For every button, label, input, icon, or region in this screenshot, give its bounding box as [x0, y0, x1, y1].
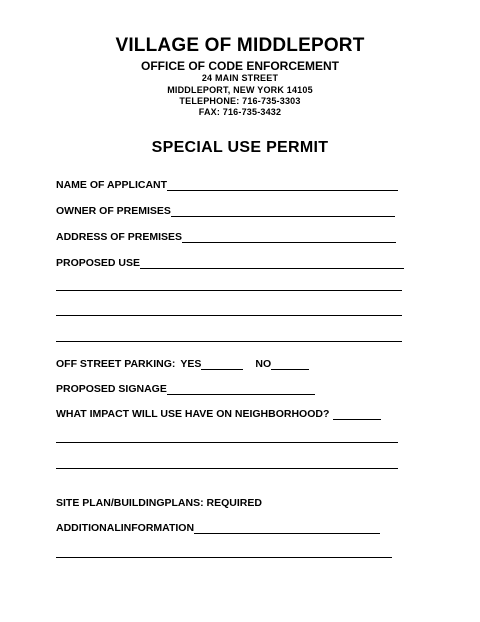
- additional-info-field[interactable]: [194, 522, 380, 534]
- parking-row: [56, 356, 309, 370]
- proposed-use-label: PROPOSED USE: [56, 257, 141, 269]
- signage-row: [56, 381, 315, 395]
- org-name: VILLAGE OF MIDDLEPORT: [115, 35, 365, 56]
- impact-field[interactable]: [333, 408, 381, 420]
- address-label: ADDRESS OF PREMISES: [56, 231, 183, 243]
- applicant-row: [56, 177, 398, 191]
- impact-line-2[interactable]: [56, 442, 398, 443]
- address-city: MIDDLEPORT, NEW YORK 14105: [167, 85, 313, 95]
- additional-info-row: [56, 520, 380, 534]
- impact-line-3[interactable]: [56, 468, 398, 469]
- parking-yes-field[interactable]: [201, 358, 243, 370]
- proposed-use-line-3[interactable]: [56, 315, 402, 316]
- parking-no-label: NO: [255, 358, 272, 370]
- telephone: TELEPHONE: 716-735-3303: [179, 96, 301, 106]
- parking-label: OFF STREET PARKING:: [56, 358, 176, 370]
- applicant-field[interactable]: [167, 179, 398, 191]
- address-row: [56, 229, 396, 243]
- owner-field[interactable]: [171, 205, 395, 217]
- parking-yes-label: YES: [180, 358, 202, 370]
- proposed-use-field[interactable]: [140, 257, 404, 269]
- address-street: 24 MAIN STREET: [201, 73, 279, 83]
- owner-row: [56, 203, 395, 217]
- owner-label: OWNER OF PREMISES: [56, 205, 171, 217]
- proposed-use-line-2[interactable]: [56, 290, 402, 291]
- impact-label: WHAT IMPACT WILL USE HAVE ON NEIGHBORHOOD?: [56, 408, 330, 420]
- signage-label: PROPOSED SIGNAGE: [56, 383, 167, 395]
- form-title: SPECIAL USE PERMIT: [151, 139, 329, 156]
- address-field[interactable]: [182, 231, 396, 243]
- impact-row: [56, 406, 381, 420]
- site-plan-label: SITE PLAN/BUILDINGPLANS: REQUIRED: [56, 497, 262, 509]
- fax: FAX: 716-735-3432: [198, 107, 282, 117]
- proposed-use-line-4[interactable]: [56, 341, 402, 342]
- applicant-label: NAME OF APPLICANT: [56, 179, 168, 191]
- signage-field[interactable]: [167, 383, 315, 395]
- parking-no-field[interactable]: [271, 358, 309, 370]
- office-name: OFFICE OF CODE ENFORCEMENT: [141, 59, 339, 73]
- proposed-use-row: [56, 255, 404, 269]
- site-plan-row: [56, 495, 262, 509]
- additional-info-label: ADDITIONALINFORMATION: [56, 522, 195, 534]
- additional-info-line-2[interactable]: [56, 557, 392, 558]
